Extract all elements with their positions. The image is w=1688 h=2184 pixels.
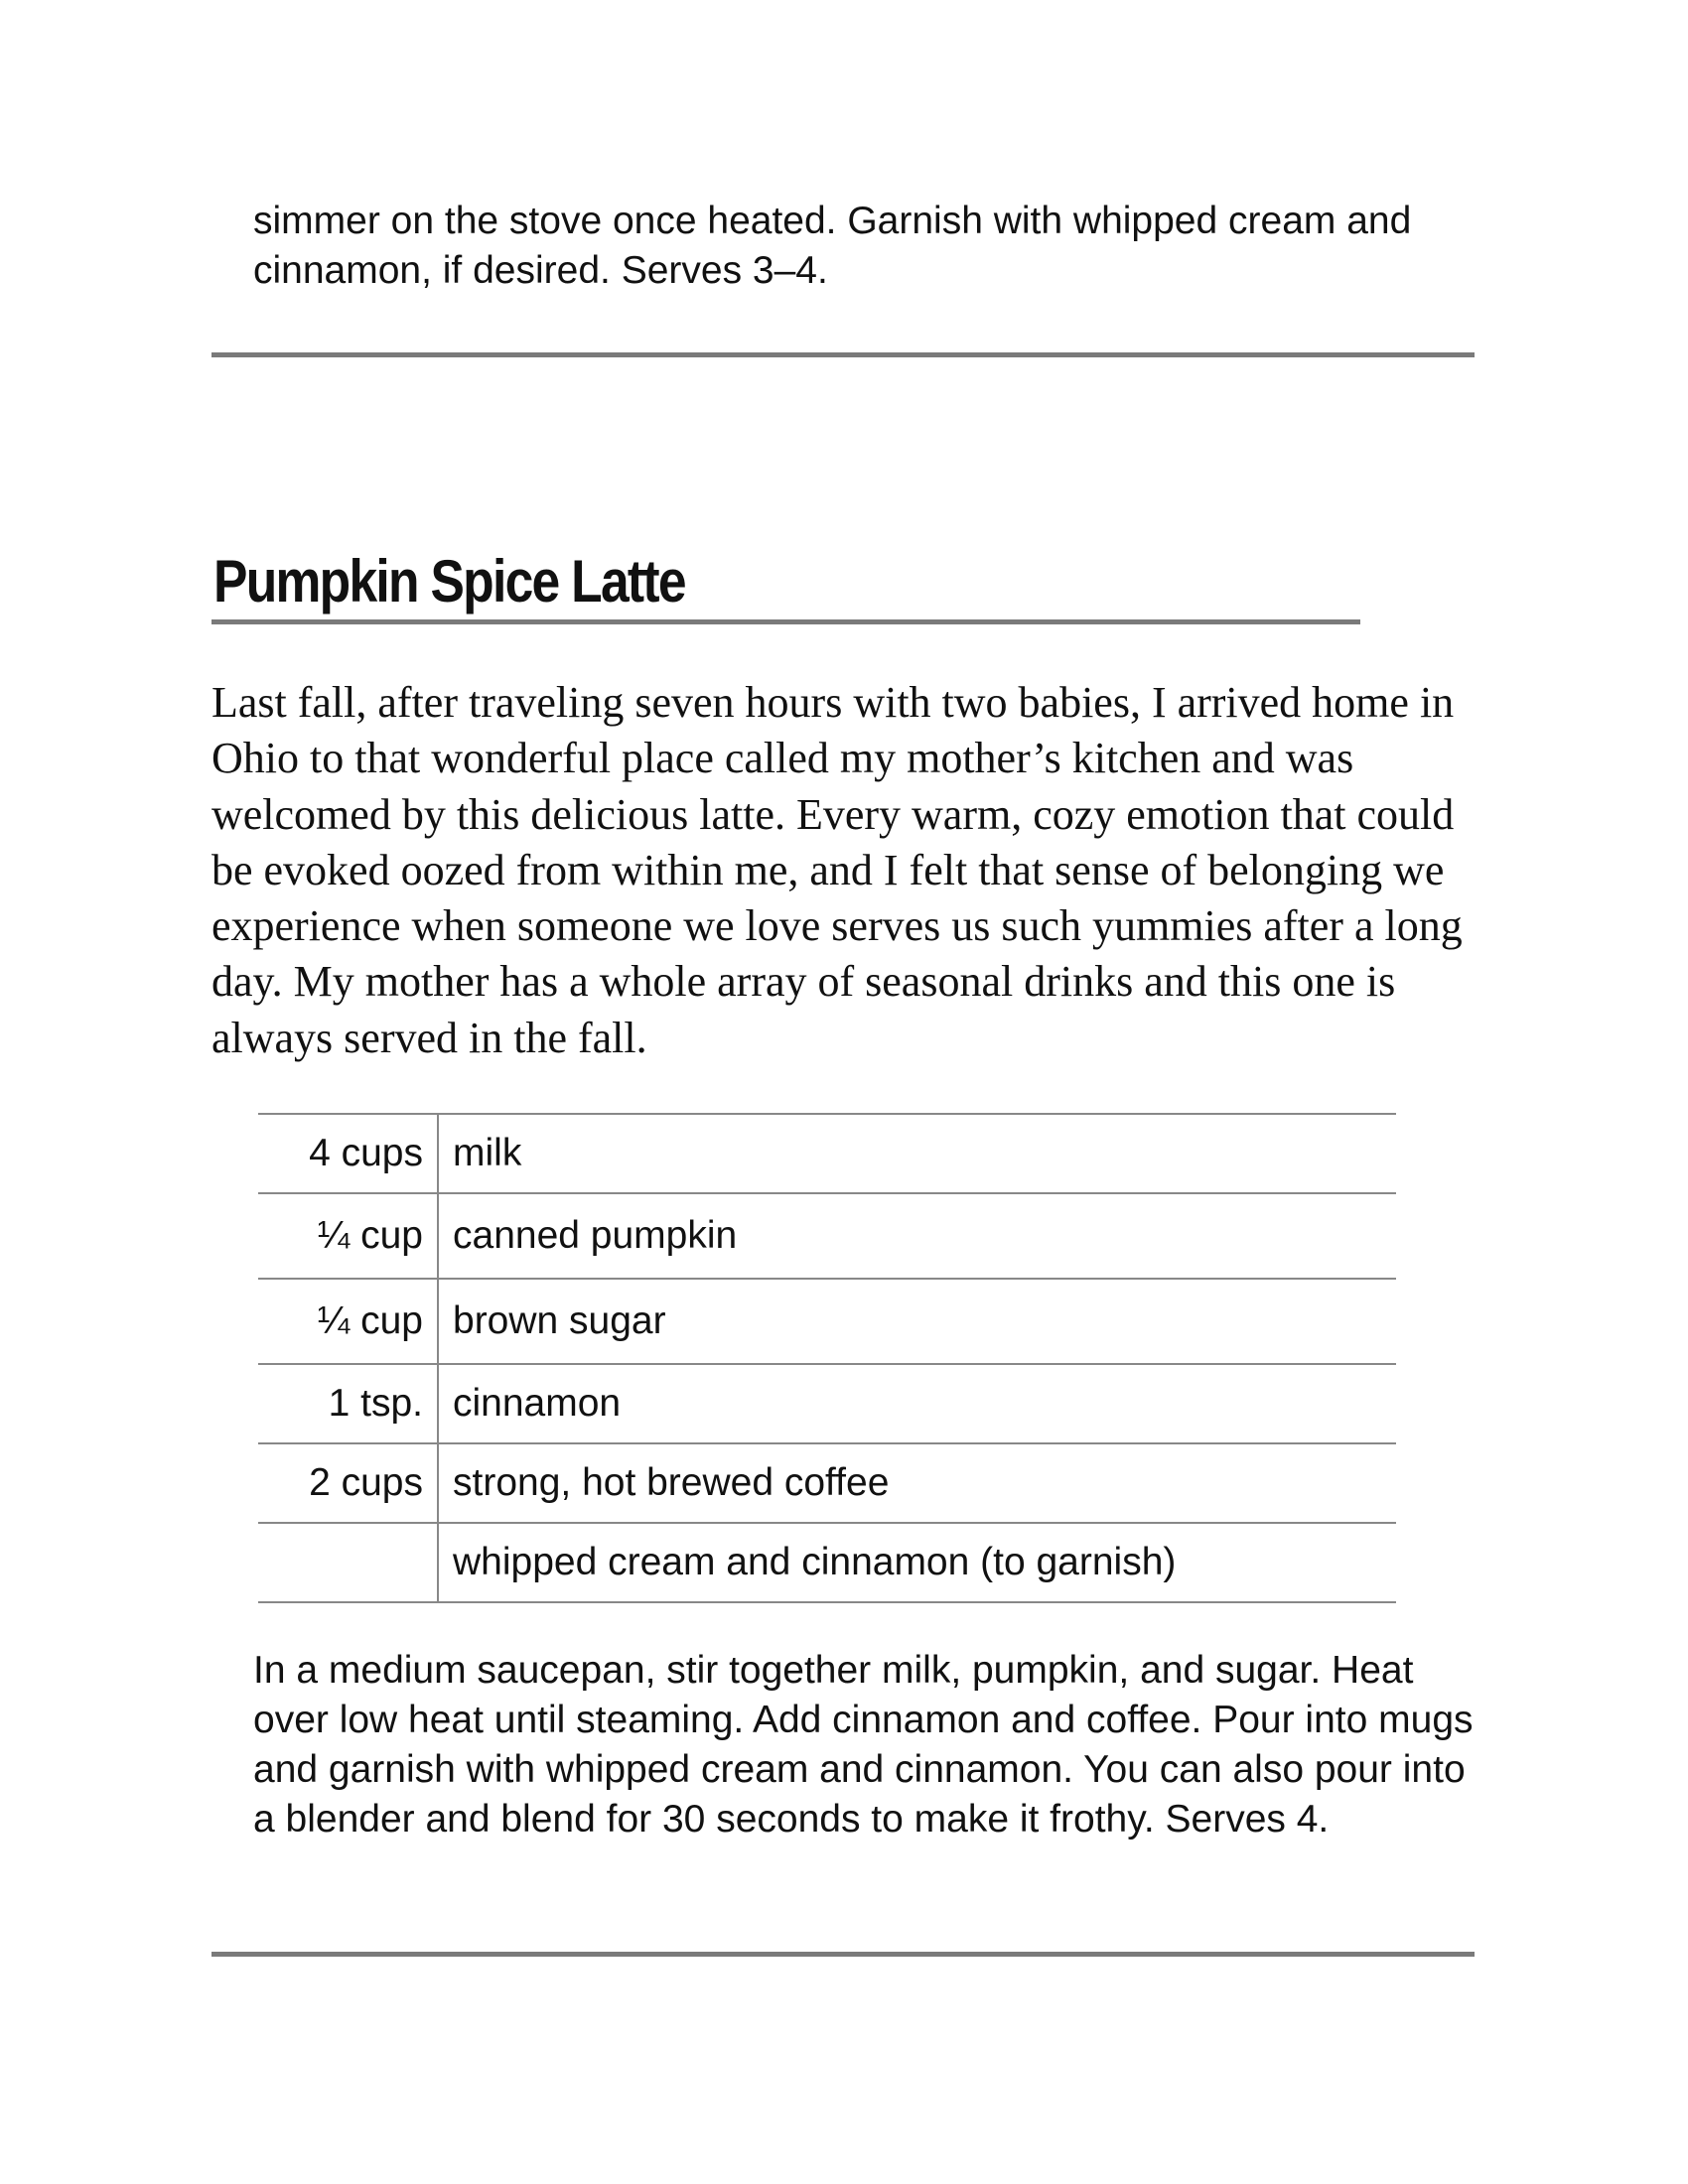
ingredients-table bbox=[258, 1113, 1396, 1603]
ingredient-row bbox=[258, 1279, 1396, 1364]
recipe-title: Pumpkin Spice Latte bbox=[213, 548, 685, 614]
ingredient-item: milk bbox=[438, 1114, 1396, 1193]
recipe-directions: In a medium saucepan, stir together milk, pumpkin, and sugar. Heat over low heat until steaming. Add cinnamon and coffee. Pour into mugs and garnish with whipped cream and cinnamon. You can also pour into a blender and blend for 30 seconds to make it frothy. Serves 4. bbox=[253, 1649, 1474, 1841]
ingredient-item: cinnamon bbox=[438, 1364, 1396, 1443]
ingredient-row bbox=[258, 1114, 1396, 1193]
ingredient-quantity: 2 cups bbox=[258, 1443, 438, 1523]
previous-recipe-instructions: simmer on the stove once heated. Garnish with whipped cream and cinnamon, if desired. Serves 3–4. bbox=[253, 200, 1412, 292]
ingredient-quantity: 1 tsp. bbox=[258, 1364, 438, 1443]
recipe-intro: Last fall, after traveling seven hours with two babies, I arrived home in Ohio to that wonderful place called my mother’s kitchen and was welcomed by this delicious latte. Every warm, cozy emotion that could be evoked oozed from within me, and I felt that sense of belonging we experience when someone we love serves us such yummies after a long day. My mother has a whole array of seasonal drinks and this one is always served in the fall. bbox=[211, 678, 1463, 1062]
ingredient-quantity: ¼ cup bbox=[258, 1279, 438, 1364]
ingredient-row bbox=[258, 1364, 1396, 1443]
ingredient-item: canned pumpkin bbox=[438, 1193, 1396, 1279]
ingredient-item: strong, hot brewed coffee bbox=[438, 1443, 1396, 1523]
ingredient-quantity: 4 cups bbox=[258, 1114, 438, 1193]
ingredient-quantity: ¼ cup bbox=[258, 1193, 438, 1279]
ingredient-row bbox=[258, 1523, 1396, 1602]
section-divider-bottom bbox=[211, 1952, 1475, 1957]
ingredient-quantity bbox=[258, 1523, 438, 1602]
ingredient-item: whipped cream and cinnamon (to garnish) bbox=[438, 1523, 1396, 1602]
ingredient-row bbox=[258, 1193, 1396, 1279]
ingredient-item: brown sugar bbox=[438, 1279, 1396, 1364]
ingredient-row bbox=[258, 1443, 1396, 1523]
title-underline bbox=[211, 619, 1360, 624]
section-divider-top bbox=[211, 352, 1475, 357]
